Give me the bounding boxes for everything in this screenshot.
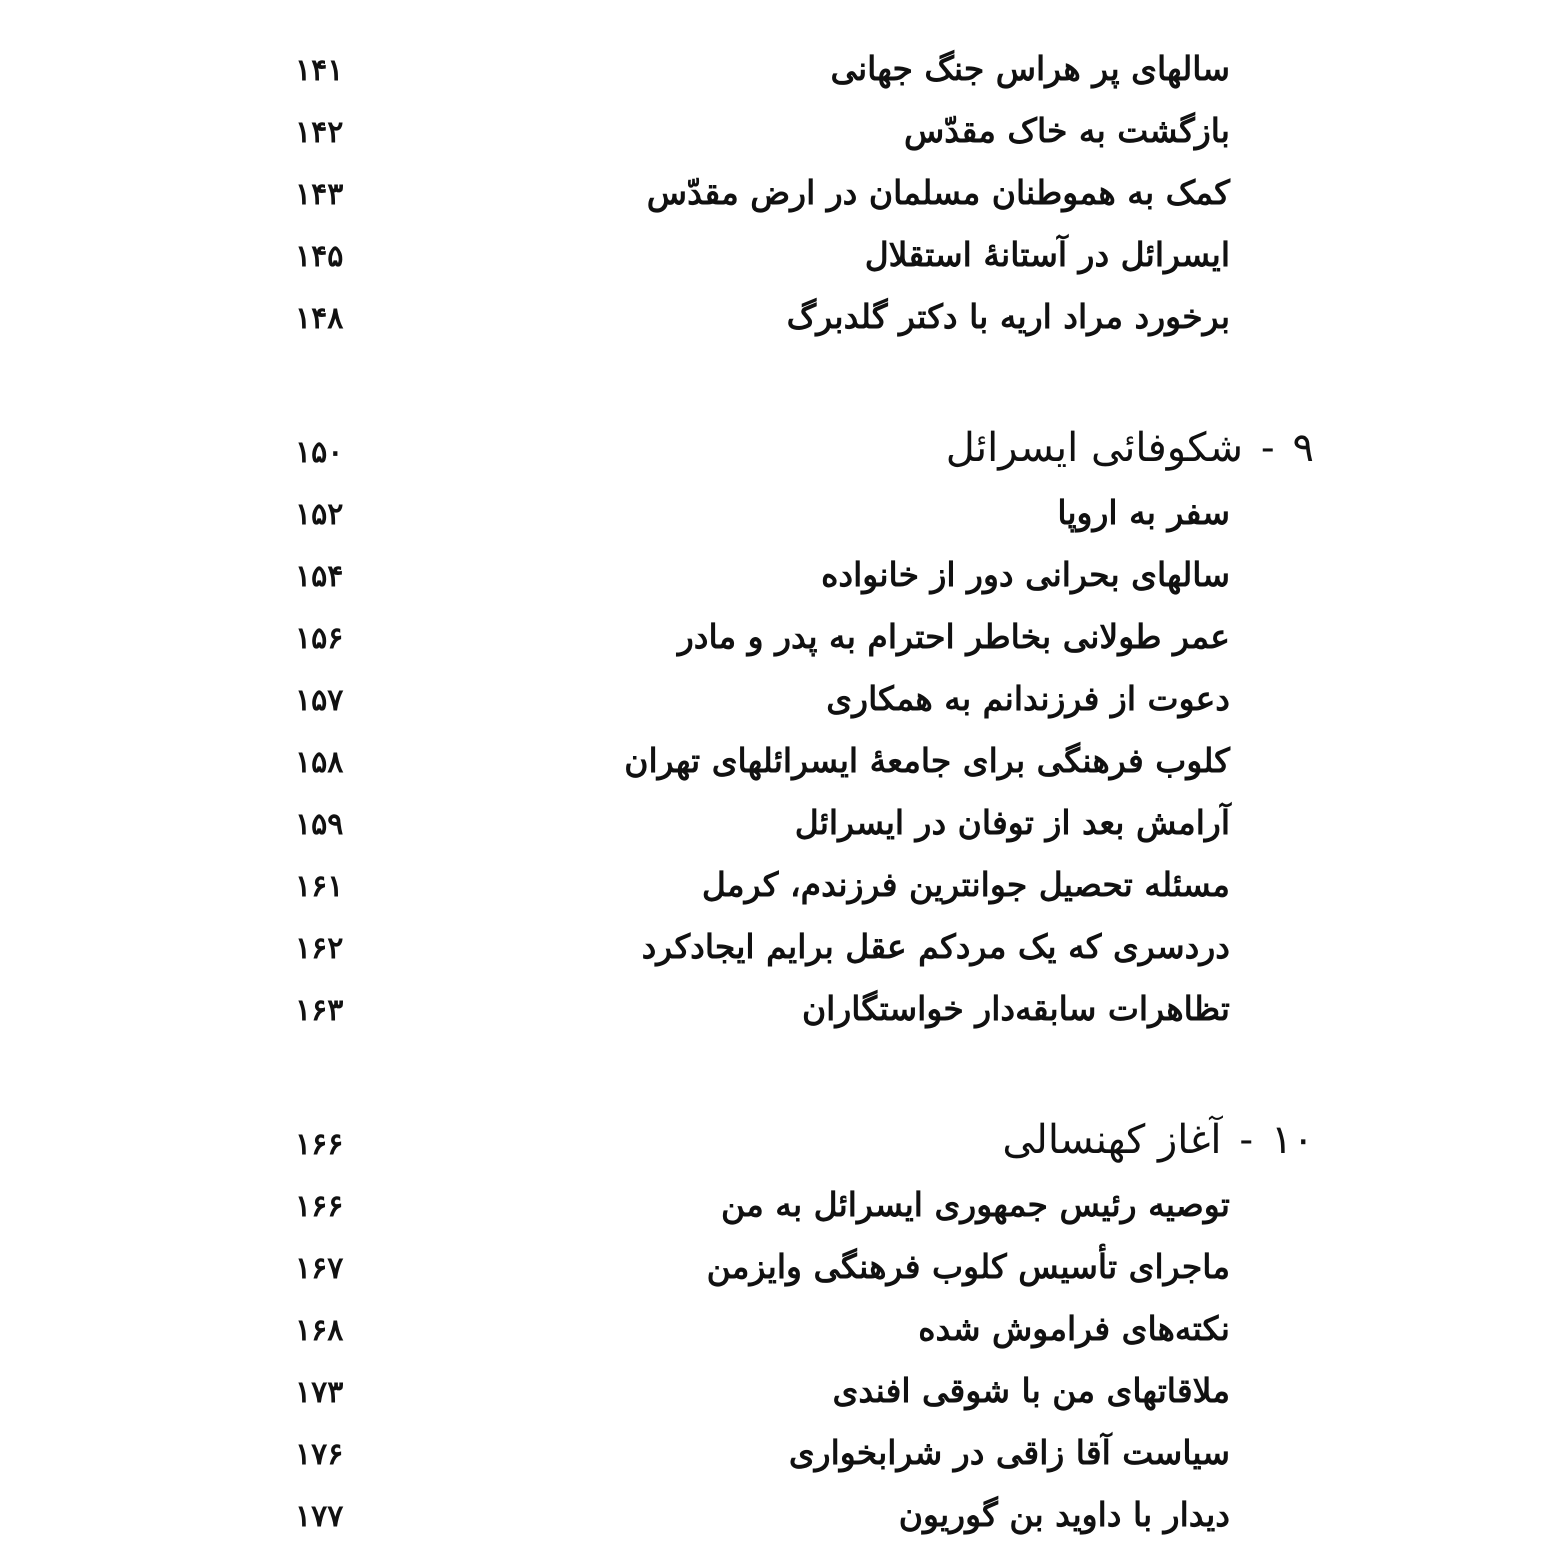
- entry-title: سالهای پر هراس جنگ جهانی: [830, 49, 1230, 88]
- section-spacer: [0, 350, 1546, 420]
- entry-title: نکته‌های فراموش شده: [918, 1309, 1230, 1348]
- entry-page-number: ۱۴۵: [295, 239, 344, 274]
- entry-page-number: ۱۴۱: [295, 53, 344, 88]
- toc-entry: [0, 856, 1546, 918]
- entry-page-number: ۱۵۹: [295, 807, 344, 842]
- chapter-heading-row: [0, 420, 1546, 484]
- entry-title: ماجرای تأسیس کلوب فرهنگی وایزمن: [706, 1247, 1230, 1286]
- toc-entry: [0, 608, 1546, 670]
- entry-page-number: ۱۵۷: [295, 683, 344, 718]
- entry-page-number: ۱۵۶: [295, 621, 344, 656]
- entry-title: دعوت از فرزندانم به همکاری: [826, 679, 1230, 718]
- table-of-contents: [0, 40, 1546, 1548]
- toc-entry: [0, 1362, 1546, 1424]
- entry-title: مسئله تحصیل جوانترین فرزندم، کرمل: [701, 865, 1230, 904]
- chapter-dash: -: [1239, 1117, 1254, 1163]
- toc-entry: [0, 484, 1546, 546]
- toc-entry: [0, 288, 1546, 350]
- entry-title: کلوب فرهنگی برای جامعهٔ ایسرائلهای تهران: [624, 741, 1230, 780]
- entry-title: کمک به هموطنان مسلمان در ارض مقدّس: [646, 173, 1230, 212]
- entry-page-number: ۱۵۲: [295, 497, 344, 532]
- entry-title: آرامش بعد از توفان در ایسرائل: [794, 803, 1230, 842]
- entry-page-number: ۱۶۸: [295, 1313, 344, 1348]
- entry-page-number: ۱۵۴: [295, 559, 344, 594]
- chapter-page-number: ۱۵۰: [295, 435, 344, 470]
- entry-title: بازگشت به خاک مقدّس: [903, 111, 1230, 150]
- entry-page-number: ۱۶۶: [295, 1189, 344, 1224]
- entry-title: سفر به اروپا: [1057, 493, 1230, 532]
- chapter-title: شکوفائی ایسرائل: [945, 425, 1243, 471]
- toc-entry: [0, 980, 1546, 1042]
- entry-title: عمر طولانی بخاطر احترام به پدر و مادر: [677, 617, 1230, 656]
- entry-title: دیدار با داوید بن گوریون: [898, 1495, 1230, 1534]
- chapter-heading-row: [0, 1112, 1546, 1176]
- entry-page-number: ۱۷۶: [295, 1437, 344, 1472]
- toc-entry: [0, 918, 1546, 980]
- entry-page-number: ۱۴۸: [295, 301, 344, 336]
- entry-page-number: ۱۴۲: [295, 115, 344, 150]
- chapter-number: ۱۰: [1271, 1117, 1314, 1163]
- entry-title: برخورد مراد اریه با دکتر گلدبرگ: [786, 297, 1230, 336]
- toc-entry: [0, 794, 1546, 856]
- entry-title: سیاست آقا زاقی در شرابخواری: [788, 1433, 1230, 1472]
- section-spacer: [0, 1042, 1546, 1112]
- chapter-heading: [1002, 1114, 1314, 1166]
- toc-entry: [0, 670, 1546, 732]
- chapter-dash: -: [1261, 425, 1275, 471]
- toc-entry: [0, 1300, 1546, 1362]
- toc-entry: [0, 40, 1546, 102]
- entry-page-number: ۱۶۱: [295, 869, 344, 904]
- entry-title: سالهای بحرانی دور از خانواده: [821, 555, 1230, 594]
- entry-page-number: ۱۶۲: [295, 931, 344, 966]
- toc-entry: [0, 102, 1546, 164]
- entry-page-number: ۱۶۷: [295, 1251, 344, 1286]
- toc-entry: [0, 1424, 1546, 1486]
- entry-title: توصیه رئیس جمهوری ایسرائل به من: [720, 1185, 1230, 1224]
- toc-entry: [0, 226, 1546, 288]
- entry-page-number: ۱۶۳: [295, 993, 344, 1028]
- entry-title: دردسری که یک مردکم عقل برایم ایجادکرد: [641, 927, 1230, 966]
- entry-title: ملاقاتهای من با شوقی افندی: [832, 1371, 1230, 1410]
- entry-page-number: ۱۵۸: [295, 745, 344, 780]
- chapter-number: ۹: [1292, 425, 1314, 471]
- toc-entry: [0, 164, 1546, 226]
- entry-title: تظاهرات سابقه‌دار خواستگاران: [801, 989, 1230, 1028]
- chapter-heading: [946, 422, 1314, 474]
- chapter-title: آغاز کهنسالی: [1002, 1117, 1222, 1163]
- toc-entry: [0, 546, 1546, 608]
- entry-title: ایسرائل در آستانهٔ استقلال: [864, 235, 1230, 274]
- toc-entry: [0, 1176, 1546, 1238]
- entry-page-number: ۱۷۷: [295, 1499, 344, 1534]
- entry-page-number: ۱۴۳: [295, 177, 344, 212]
- entry-page-number: ۱۷۳: [295, 1375, 344, 1410]
- toc-entry: [0, 1238, 1546, 1300]
- chapter-page-number: ۱۶۶: [295, 1127, 344, 1162]
- toc-entry: [0, 732, 1546, 794]
- toc-entry: [0, 1486, 1546, 1548]
